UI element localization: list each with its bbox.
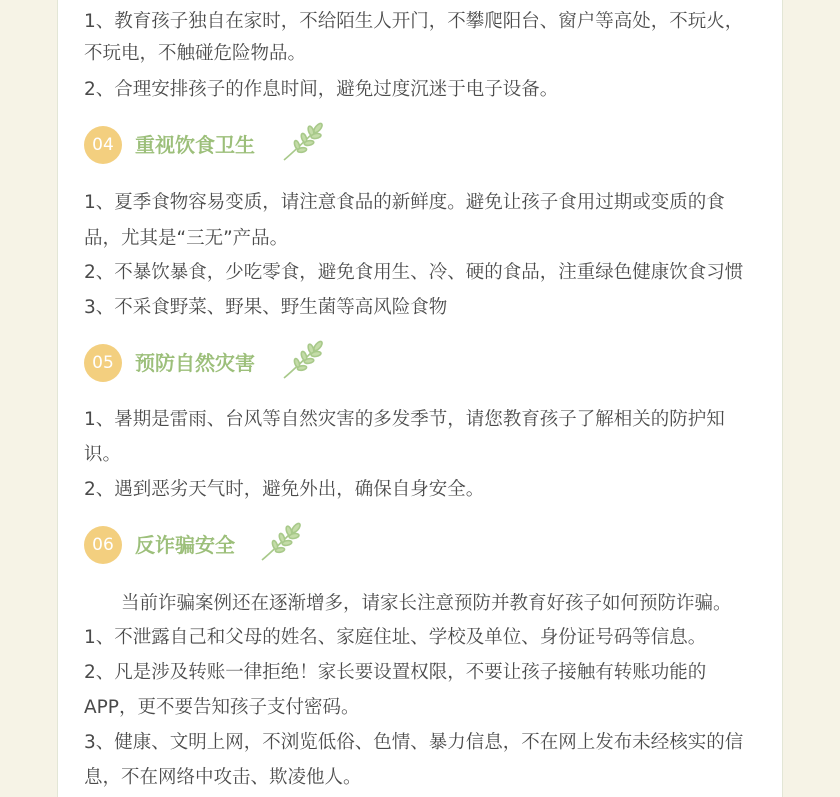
section-05-number-badge: 05 — [84, 344, 122, 382]
section-05-line-3: 2、遇到恶劣天气时，避免外出，确保自身安全。 — [84, 479, 485, 500]
section-04-line-4: 3、不采食野菜、野果、野生菌等高风险食物 — [84, 297, 448, 318]
section-06-line-5: 息，不在网络中攻击、欺凌他人。 — [84, 767, 362, 788]
section-06-heading — [84, 526, 384, 566]
wheat-icon — [280, 120, 326, 164]
section-04-title: 重视饮食卫生 — [135, 133, 255, 157]
section-03-line-1: 1、教育孩子独自在家时，不给陌生人开门，不攀爬阳台、窗户等高处，不玩火， — [84, 11, 744, 32]
section-05-line-1: 1、暑期是雷雨、台风等自然灾害的多发季节，请您教育孩子了解相关的防护知 — [84, 409, 725, 430]
section-04-line-3: 2、不暴饮暴食，少吃零食，避免食用生、冷、硬的食品，注重绿色健康饮食习惯 — [84, 262, 744, 283]
section-03-line-3: 2、合理安排孩子的作息时间，避免过度沉迷于电子设备。 — [84, 79, 559, 100]
section-05-heading — [84, 344, 384, 384]
section-04-heading — [84, 126, 384, 166]
section-04-line-2: 品，尤其是“三无”产品。 — [84, 228, 289, 249]
wheat-icon — [258, 520, 304, 564]
section-06-line-1: 1、不泄露自己和父母的姓名、家庭住址、学校及单位、身份证号码等信息。 — [84, 627, 707, 648]
section-03-line-2: 不玩电，不触碰危险物品。 — [84, 43, 307, 64]
article-page — [57, 0, 783, 797]
section-06-line-4: 3、健康、文明上网，不浏览低俗、色情、暴力信息，不在网上发布未经核实的信 — [84, 732, 744, 753]
section-06-title: 反诈骗安全 — [135, 533, 235, 557]
section-04-number-badge: 04 — [84, 126, 122, 164]
section-06-intro: 当前诈骗案例还在逐渐增多，请家长注意预防并教育好孩子如何预防诈骗。 — [121, 593, 732, 614]
section-05-line-2: 识。 — [84, 444, 122, 465]
section-05-title: 预防自然灾害 — [135, 351, 255, 375]
wheat-icon — [280, 338, 326, 382]
section-06-line-3: APP，更不要告知孩子支付密码。 — [84, 697, 360, 718]
section-04-line-1: 1、夏季食物容易变质，请注意食品的新鲜度。避免让孩子食用过期或变质的食 — [84, 192, 725, 213]
section-06-number-badge: 06 — [84, 526, 122, 564]
section-06-line-2: 2、凡是涉及转账一律拒绝！家长要设置权限，不要让孩子接触有转账功能的 — [84, 662, 707, 683]
